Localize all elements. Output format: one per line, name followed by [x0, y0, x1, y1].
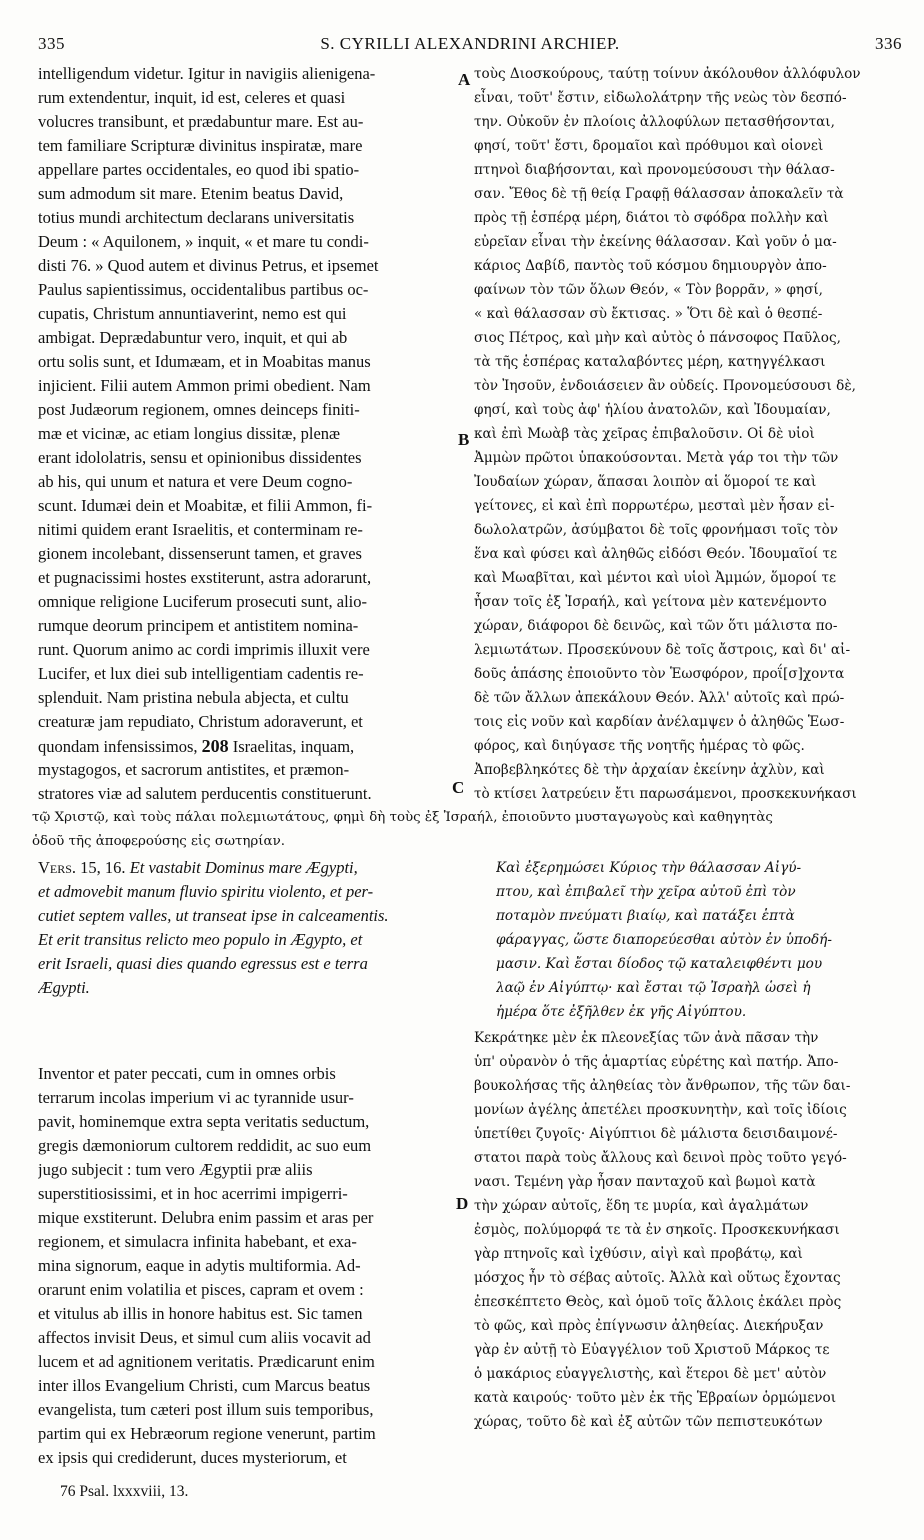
latin-line — [38, 734, 456, 758]
verse-line — [38, 856, 456, 880]
greek-verse-line: φάραγγας, ὥστε διαπορεύεσθαι αὐτὸν ἐν ὑποδή- — [496, 932, 832, 948]
greek-full-width-text — [32, 806, 920, 854]
latin-line: Inventor et pater peccati, cum in omnes orbis — [38, 1064, 336, 1083]
footnote: 76 Psal. lxxxviii, 13. — [60, 1483, 189, 1500]
greek-line: κάριος Δαβίδ, παντὸς τοῦ κόσμου δημιουργὸν ἀπο- — [474, 258, 827, 274]
latin-line: gregis dæmoniorum cultorem reddidit, ac suo eum — [38, 1136, 372, 1155]
greek-verse-line: ποταμὸν πνεύματι βιαίῳ, καὶ πατάξει ἑπτὰ — [496, 908, 795, 924]
greek-verse-line: μασιν. Καὶ ἔσται δίοδος τῷ καταλειφθέντι μου — [496, 956, 823, 972]
latin-line: terrarum incolas imperium vi ac tyrannide usur- — [38, 1088, 354, 1107]
margin-marker-d: D — [456, 1194, 469, 1213]
margin-marker-c: C — [452, 778, 465, 797]
greek-column-bottom — [474, 1026, 914, 1434]
latin-line: et pugnacissimi hostes exstiterunt, astra adorarunt, — [38, 568, 372, 587]
greek-line: Ἀποβεβληκότες δὲ τὴν ἀρχαίαν ἐκείνην ἀχλὺν, καὶ — [474, 762, 825, 778]
greek-line: πρὸς τῇ ἑσπέρᾳ μέρη, διάτοι τὸ σφόδρα πολλὴν καὶ — [474, 210, 829, 226]
latin-line: inter illos Evangelium Christi, cum Marcus beatus — [38, 1376, 371, 1395]
greek-line: γείτονες, εἰ καὶ ἐπὶ πορρωτέρω, μεσταὶ μὲν ἦσαν εἰ- — [474, 498, 835, 514]
greek-line: νασι. Τεμένη γὰρ ἦσαν πανταχοῦ καὶ βωμοὶ κατὰ — [474, 1174, 816, 1190]
latin-text: Israelitas, inquam, — [228, 737, 355, 756]
verse-latin — [38, 856, 456, 1000]
latin-line: mæ et vicinæ, ac etiam longius dissitæ, plenæ — [38, 424, 341, 443]
latin-line: ex ipsis qui crediderunt, duces mysteriorum, et — [38, 1448, 347, 1467]
greek-line: δὲ τῶν ἄλλων ἀπεκάλουν Θεόν. Ἀλλ' αὐτοῖς καὶ πρώ- — [474, 690, 845, 706]
latin-line: disti 76. » Quod autem et divinus Petrus, et ipsemet — [38, 256, 379, 275]
latin-line: intelligendum videtur. Igitur in navigiis alienigena- — [38, 64, 376, 83]
greek-line: Κεκράτηκε μὲν ἐκ πλεονεξίας τῶν ἀνὰ πᾶσαν τὴν — [474, 1030, 819, 1046]
latin-line: stratores viæ ad salutem perducentis constituerunt. — [38, 784, 372, 803]
latin-line: scunt. Idumæi dein et Moabitæ, et filii Ammon, fi- — [38, 496, 373, 515]
greek-line: ἕνα καὶ φύσει καὶ ἀληθῶς εἰδόσι Θεόν. Ἰδουμαῖοί τε — [474, 546, 838, 562]
greek-line: κατὰ καιρούς· τοῦτο μὲν ἐκ τῆς Ἑβραίων ὁρμώμενοι — [474, 1390, 837, 1406]
latin-line: creaturæ jam repudiato, Christum adoraverunt, et — [38, 712, 363, 731]
verse-line: erit Israeli, quasi dies quando egressus est e terra — [38, 954, 368, 973]
latin-line: post Judæorum regionem, omnes deinceps finiti- — [38, 400, 360, 419]
latin-line: orarunt enim volatilia et pisces, capram et ovem : — [38, 1280, 364, 1299]
greek-line: Ἰουδαίων χώραν, ἅπασαι λοιπὸν αἱ ὅμοροί τε καὶ — [474, 474, 817, 490]
greek-line: δωλολατρῶν, ἀσύμβατοι δὲ τοῖς φρονήμασι τοῖς τὸν — [474, 522, 839, 538]
greek-column-top — [474, 62, 914, 806]
margin-marker-a: A — [458, 70, 471, 89]
greek-line: φησί, καὶ τοὺς ἀφ' ἡλίου ἀνατολῶν, καὶ Ἰδουμαίαν, — [474, 402, 831, 418]
greek-verse-line: ἡμέρα ὅτε ἐξῆλθεν ἐκ γῆς Αἰγύπτου. — [496, 1004, 747, 1020]
verse-label: Vers. 15, 16. — [38, 858, 126, 877]
latin-line: erant idololatris, sensu et opinionibus dissidentes — [38, 448, 362, 467]
latin-line: sum admodum sit mare. Etenim beatus David, — [38, 184, 344, 203]
latin-line: superstitiosissimi, et in hoc acerrimi impigerri- — [38, 1184, 348, 1203]
greek-verse-line: Καὶ ἐξερημώσει Κύριος τὴν θάλασσαν Αἰγύ- — [496, 860, 802, 876]
greek-line: σιος Πέτρος, καὶ μὴν καὶ αὐτὸς ὁ πάνσοφος Παῦλος, — [474, 330, 841, 346]
greek-line: τὰ τῆς ἑσπέρας καταλαβόντες μέρη, κατηγγέλκασι — [474, 354, 826, 370]
greek-line: « καὶ θάλασσαν σὺ ἔκτισας. » Ὅτι δὲ καὶ ὁ θεσπέ- — [474, 306, 823, 322]
latin-line: splenduit. Nam pristina nebula abjecta, et cultu — [38, 688, 349, 707]
greek-verse-line: λαῷ ἐν Αἰγύπτῳ· καὶ ἔσται τῷ Ἰσραὴλ ὡσεὶ ἡ — [496, 980, 811, 996]
greek-line: ὑπ' οὐρανὸν ὁ τῆς ἁμαρτίας εὑρέτης καὶ πατήρ. Ἀπο- — [474, 1054, 839, 1070]
greek-line: δοῦς ἁπάσης ἐποιοῦντο τὸν Ἑωσφόρον, προΐ[σ]χοντα — [474, 666, 845, 682]
latin-line: volucres transibunt, et prædabuntur mare. Est au- — [38, 112, 364, 131]
running-title: S. CYRILLI ALEXANDRINI ARCHIEP. — [320, 34, 620, 53]
verse-line: cutiet septem valles, ut transeat ipse in calceamentis. — [38, 906, 389, 925]
greek-line: γὰρ πτηνοῖς καὶ ἰχθύσιν, αἰγὶ καὶ προβάτῳ, καὶ — [474, 1246, 803, 1262]
verse-line: Ægypti. — [38, 978, 90, 997]
greek-line: τοις εἰς νοῦν καὶ καρδίαν ἀνέλαμψεν ὁ ἀληθῶς Ἑωσ- — [474, 714, 845, 730]
latin-column-top — [38, 62, 456, 806]
greek-line: γὰρ ἐν αὐτῇ τὸ Εὐαγγέλιον τοῦ Χριστοῦ Μάρκος τε — [474, 1342, 830, 1358]
latin-line: Lucifer, et lux diei sub intelligentiam cadentis re- — [38, 664, 364, 683]
margin-marker-b: B — [458, 430, 470, 449]
greek-line: καὶ ἐπὶ Μωὰβ τὰς χεῖρας ἐπιβαλοῦσιν. Οἱ δὲ υἱοὶ — [474, 426, 815, 442]
latin-line: mina signorum, eaque in adytis multiformia. Ad- — [38, 1256, 361, 1275]
latin-line: jugo subjecit : tum vero Ægyptii præ aliis — [38, 1160, 313, 1179]
verse-greek — [496, 856, 916, 1024]
latin-column-bottom — [38, 1062, 456, 1470]
greek-line: τὸν Ἰησοῦν, ἐνδοιάσειεν ἂν οὐδείς. Προνομεύσουσι δὲ, — [474, 378, 856, 394]
greek-line: ἐπεσκέπτετο Θεὸς, καὶ ὁμοῦ τοῖς ἄλλοις ἐκάλει πρὸς — [474, 1294, 842, 1310]
page-number-left: 335 — [38, 34, 65, 53]
greek-line: μονίων ἀγέλης ἀπετέλει προσκυνητὴν, καὶ τοῖς ἰδίοις — [474, 1102, 847, 1118]
latin-line: ortu solis sunt, et Idumæam, et in Moabitas manus — [38, 352, 371, 371]
original-page-number: 208 — [201, 736, 229, 756]
latin-line: cupatis, Christum annuntiaverint, nemo est qui — [38, 304, 347, 323]
latin-line: ab his, qui unum et natura et vere Deum cogno- — [38, 472, 353, 491]
greek-line: βουκολήσας τῆς ἀληθείας τὸν ἄνθρωπον, τῆς τῶν δαι- — [474, 1078, 851, 1094]
greek-wide-line: τῷ Χριστῷ, καὶ τοὺς πάλαι πολεμιωτάτους, φημὶ δὴ τοὺς ἐξ Ἰσραήλ, ἐποιοῦντο μυσταγωγοὺς καὶ καθηγητὰς — [32, 810, 773, 825]
latin-line: appellare partes occidentales, eo quod ibi spatio- — [38, 160, 360, 179]
latin-line: pavit, hominemque extra septa veritatis seductum, — [38, 1112, 370, 1131]
latin-line: lucem et ad agnitionem veritatis. Prædicarunt enim — [38, 1352, 375, 1371]
greek-line: τὸ φῶς, καὶ πρὸς ἐπίγνωσιν ἀληθείας. Διεκήρυξαν — [474, 1318, 824, 1334]
verse-text: Et vastabit Dominus mare Ægypti, — [125, 858, 358, 877]
latin-line: nitimi quidem erant Israelitis, et conterminam re- — [38, 520, 363, 539]
greek-line: εὐρεῖαν εἶναι τὴν ἐκείνης θάλασσαν. Καὶ γοῦν ὁ μα- — [474, 234, 837, 250]
greek-verse-line: πτου, καὶ ἐπιβαλεῖ τὴν χεῖρα αὐτοῦ ἐπὶ τὸν — [496, 884, 796, 900]
latin-text: quondam infensissimos, — [38, 737, 198, 756]
greek-line: ὁ μακάριος εὐαγγελιστὴς, καὶ ἕτεροι δὲ μετ' αὐτὸν — [474, 1366, 827, 1382]
greek-line: ἐσμὸς, πολύμορφά τε τὰ ἐν σηκοῖς. Προσκεκυνήκασι — [474, 1222, 840, 1238]
latin-line: mique exstiterunt. Delubra enim passim et aras per — [38, 1208, 374, 1227]
latin-line: affectos invisit Deus, et simul cum aliis vocavit ad — [38, 1328, 371, 1347]
greek-line: στατοι παρὰ τοὺς ἄλλους καὶ δεινοὶ πρὸς τοῦτο γεγό- — [474, 1150, 847, 1166]
greek-line: ὑπετίθει ζυγοῖς· Αἰγύπτιοι δὲ μάλιστα δεισιδαιμονέ- — [474, 1126, 838, 1142]
greek-line: ἦσαν τοῖς ἐξ Ἰσραήλ, καὶ γείτονα μὲν κατενέμοντο — [474, 594, 827, 610]
latin-line: Deum : « Aquilonem, » inquit, « et mare tu condi- — [38, 232, 369, 251]
greek-wide-line: ὁδοῦ τῆς ἀποφερούσης εἰς σωτηρίαν. — [32, 834, 285, 849]
latin-line: Paulus sapientissimus, occidentalibus partibus oc- — [38, 280, 369, 299]
greek-line: πτηνοὶ διαβήσονται, καὶ προνομεύσουσι τὴν θάλασ- — [474, 162, 835, 178]
page-number-right: 336 — [875, 34, 902, 53]
greek-line: χώρας, τοῦτο δὲ καὶ ἐξ αὐτῶν τῶν πεπιστευκότων — [474, 1414, 823, 1430]
latin-line: tem familiare Scripturæ divinitus inspiratæ, mare — [38, 136, 363, 155]
greek-line: φαίνων τὸν τῶν ὅλων Θεόν, « Τὸν βορρᾶν, » φησί, — [474, 282, 824, 298]
latin-line: partim qui ex Hebræorum regione venerunt, partim — [38, 1424, 376, 1443]
greek-line: Ἀμμὼν πρῶτοι ὑπακούσονται. Μετὰ γάρ τοι τὴν τῶν — [474, 450, 839, 466]
greek-line: σαν. Ἔθος δὲ τῇ θείᾳ Γραφῇ θάλασσαν ἀποκαλεῖν τὰ — [474, 186, 844, 202]
latin-line: runt. Quorum animo ac cordi imprimis illuxit vere — [38, 640, 370, 659]
greek-line: μόσχος ἦν τὸ σέβας αὐτοῖς. Ἀλλὰ καὶ οὕτως ἔχοντας — [474, 1270, 841, 1286]
verse-line: Et erit transitus relicto meo populo in Ægypto, et — [38, 930, 363, 949]
latin-line: evangelista, tum cæteri post illum suis temporibus, — [38, 1400, 374, 1419]
latin-line: mystagogos, et sacrorum antistites, et præmon- — [38, 760, 350, 779]
greek-line: χώραν, διάφοροι δὲ δεινῶς, καὶ τῶν ὅτι μάλιστα πο- — [474, 618, 838, 634]
greek-line: την. Οὐκοῦν ἐν πλοίοις ἀλλοφύλων πετασθήσονται, — [474, 114, 835, 130]
latin-line: injicient. Filii autem Ammon primi obedient. Nam — [38, 376, 371, 395]
greek-line: φησί, τοῦτ' ἔστι, δρομαῖοι καὶ πρόθυμοι καὶ οἱονεὶ — [474, 138, 824, 154]
latin-line: ambigat. Deprædabuntur vero, inquit, et qui ab — [38, 328, 348, 347]
greek-line: λεμιωτάτων. Προσεκύνουν δὲ τοῖς ἄστροις, καὶ δι' αἰ- — [474, 642, 851, 658]
latin-line: rum extendentur, inquit, id est, celeres et quasi — [38, 88, 346, 107]
verse-line: et admovebit manum fluvio spiritu violento, et per- — [38, 882, 374, 901]
greek-line: καὶ Μωαβῖται, καὶ μέντοι καὶ υἱοὶ Ἀμμών, ὅμοροί τε — [474, 570, 837, 586]
latin-line: regionem, et simulacra infinita habebant, et exa- — [38, 1232, 357, 1251]
latin-line: omnique religione Luciferum prosecuti sunt, alio- — [38, 592, 367, 611]
greek-line: φόρος, καὶ διηύγασε τῆς νοητῆς ἡμέρας τὸ φῶς. — [474, 738, 805, 754]
greek-line: τὸ κτίσει λατρεύειν ἔτι παρωσάμενοι, προσκεκυνήκασι — [474, 786, 857, 802]
page-header — [38, 34, 902, 58]
greek-line: τοὺς Διοσκούρους, ταύτῃ τοίνυν ἀκόλουθον ἀλλόφυλον — [474, 66, 861, 82]
greek-line: εἶναι, τοῦτ' ἔστιν, εἰδωλολάτρην τῆς νεὼς τὸν δεσπό- — [474, 90, 847, 106]
latin-line: gionem incolebant, dissenserunt tamen, et graves — [38, 544, 362, 563]
latin-line: totius mundi architectum declarans universitatis — [38, 208, 355, 227]
latin-line: et vitulus ab illis in honore habitus est. Sic tamen — [38, 1304, 363, 1323]
latin-line: rumque deorum principem et antistitem nomina- — [38, 616, 359, 635]
greek-line: τὴν χώραν αὐτοῖς, ἕδη τε μυρία, καὶ ἀγαλμάτων — [474, 1198, 809, 1214]
